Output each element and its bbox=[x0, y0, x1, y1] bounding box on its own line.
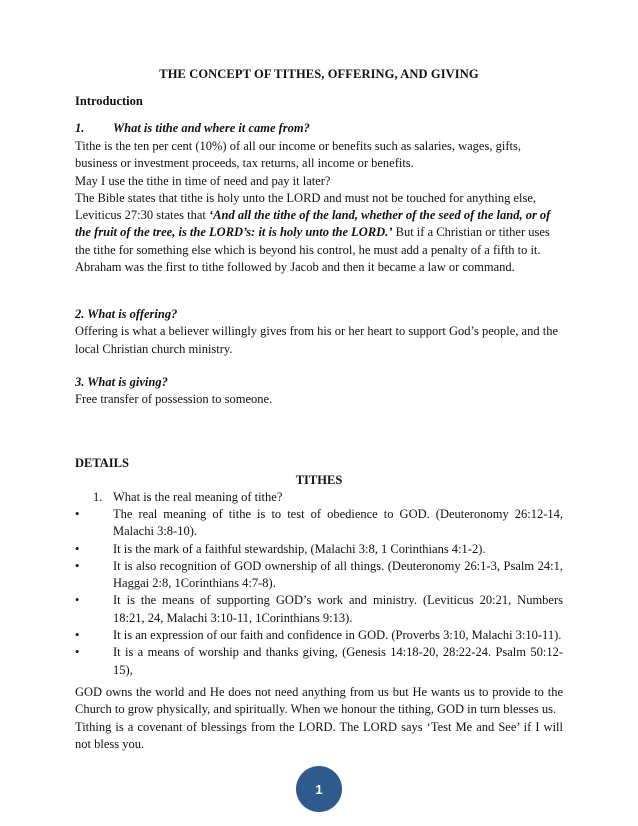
paragraph: GOD owns the world and He does not need anything from us but He wants us to provide to the Church to grow physically, and spiritually. When we honour the tithing, GOD in turn blesses us. bbox=[75, 685, 563, 717]
paragraph: May I use the tithe in time of need and pay it later? bbox=[75, 173, 331, 188]
introduction-heading: Introduction bbox=[75, 94, 143, 108]
bullet-symbol: • bbox=[75, 593, 80, 608]
question-1-text: What is tithe and where it came from? bbox=[113, 121, 310, 135]
question-1-body bbox=[75, 138, 563, 276]
closing-section bbox=[75, 684, 563, 753]
bullet-symbol: • bbox=[75, 507, 80, 521]
bullet-symbol: • bbox=[75, 558, 80, 573]
question-3-heading: 3. What is giving? bbox=[75, 375, 168, 389]
sub-question-text: What is the real meaning of tithe? bbox=[113, 490, 283, 504]
bible-paragraph bbox=[75, 190, 563, 276]
list-item bbox=[75, 558, 563, 593]
list-item-text: It is an expression of our faith and confidence in GOD. (Proverbs 3:10, Malachi 3:10-11). bbox=[113, 628, 562, 643]
question-2-heading: 2. What is offering? bbox=[75, 307, 178, 321]
page-number-badge: 1 bbox=[296, 766, 342, 812]
tithes-heading: TITHES bbox=[295, 473, 343, 487]
question-3-body: Free transfer of possession to someone. bbox=[75, 392, 273, 407]
list-item-text: It is a means of worship and thanks giving, (Genesis 14:18-20, 28:22-24. Psalm 50:12-15), bbox=[113, 645, 563, 677]
bullet-list bbox=[75, 506, 563, 679]
list-item-text: The real meaning of tithe is to test of obedience to GOD. (Deuteronomy 26:12-14, Malachi 3:8-10). bbox=[113, 507, 563, 539]
sub-question bbox=[93, 490, 282, 505]
list-item bbox=[75, 627, 563, 644]
question-3-section bbox=[75, 374, 563, 409]
bible-quote: ‘And all the tithe of the land, whether of the seed of the land, or of the fruit of the tree, is the LORD’s: it is holy unto the LORD.’ bbox=[75, 208, 551, 240]
list-item-text: It is the means of supporting GOD’s work and ministry. (Leviticus 20:21, Numbers 18:21, 24, Malachi 3:10-11, 1Corinthians 9:13). bbox=[113, 593, 563, 625]
question-2-section bbox=[75, 306, 563, 358]
sub-question-number: 1. bbox=[93, 490, 103, 504]
bible-text-pre: The Bible states that tithe is holy unto the LORD and must not be touched for anything else, Leviticus 27:30 states that bbox=[75, 190, 537, 223]
list-item bbox=[75, 644, 563, 679]
question-2-body: Offering is what a believer willingly gives from his or her heart to support God’s people, and the local Christian church ministry. bbox=[75, 324, 558, 356]
list-item bbox=[75, 541, 563, 558]
details-heading: DETAILS bbox=[75, 456, 129, 470]
list-item bbox=[75, 506, 563, 541]
bullet-symbol: • bbox=[75, 645, 80, 660]
paragraph: Tithe is the ten per cent (10%) of all our income or benefits such as salaries, wages, gifts, business or investment proceeds, tax returns, all income or benefits. bbox=[75, 139, 521, 171]
document-title: THE CONCEPT OF TITHES, OFFERING, AND GIVING bbox=[159, 67, 479, 81]
list-item-text: It is also recognition of GOD ownership of all things. (Deuteronomy 26:1-3, Psalm 24:1, Haggai 2:8, 1Corinthians 4:7-8). bbox=[113, 558, 563, 591]
paragraph: Tithing is a covenant of blessings from the LORD. The LORD says ‘Test Me and See’ if I will not bless you. bbox=[75, 719, 563, 751]
bullet-symbol: • bbox=[75, 541, 80, 556]
list-item bbox=[75, 592, 563, 627]
question-1-number: 1. bbox=[75, 121, 85, 135]
question-1-heading bbox=[75, 121, 310, 136]
bullet-symbol: • bbox=[75, 628, 80, 643]
bible-text-post: But if a Christian or tither uses the tithe for something else which is beyond his control, he must add a penalty of a fifth to it. Abraham was the first to tithe followed by Jacob and then it became a law or command. bbox=[75, 225, 550, 275]
list-item-text: It is the mark of a faithful stewardship, (Malachi 3:8, 1 Corinthians 4:1-2). bbox=[113, 541, 486, 556]
